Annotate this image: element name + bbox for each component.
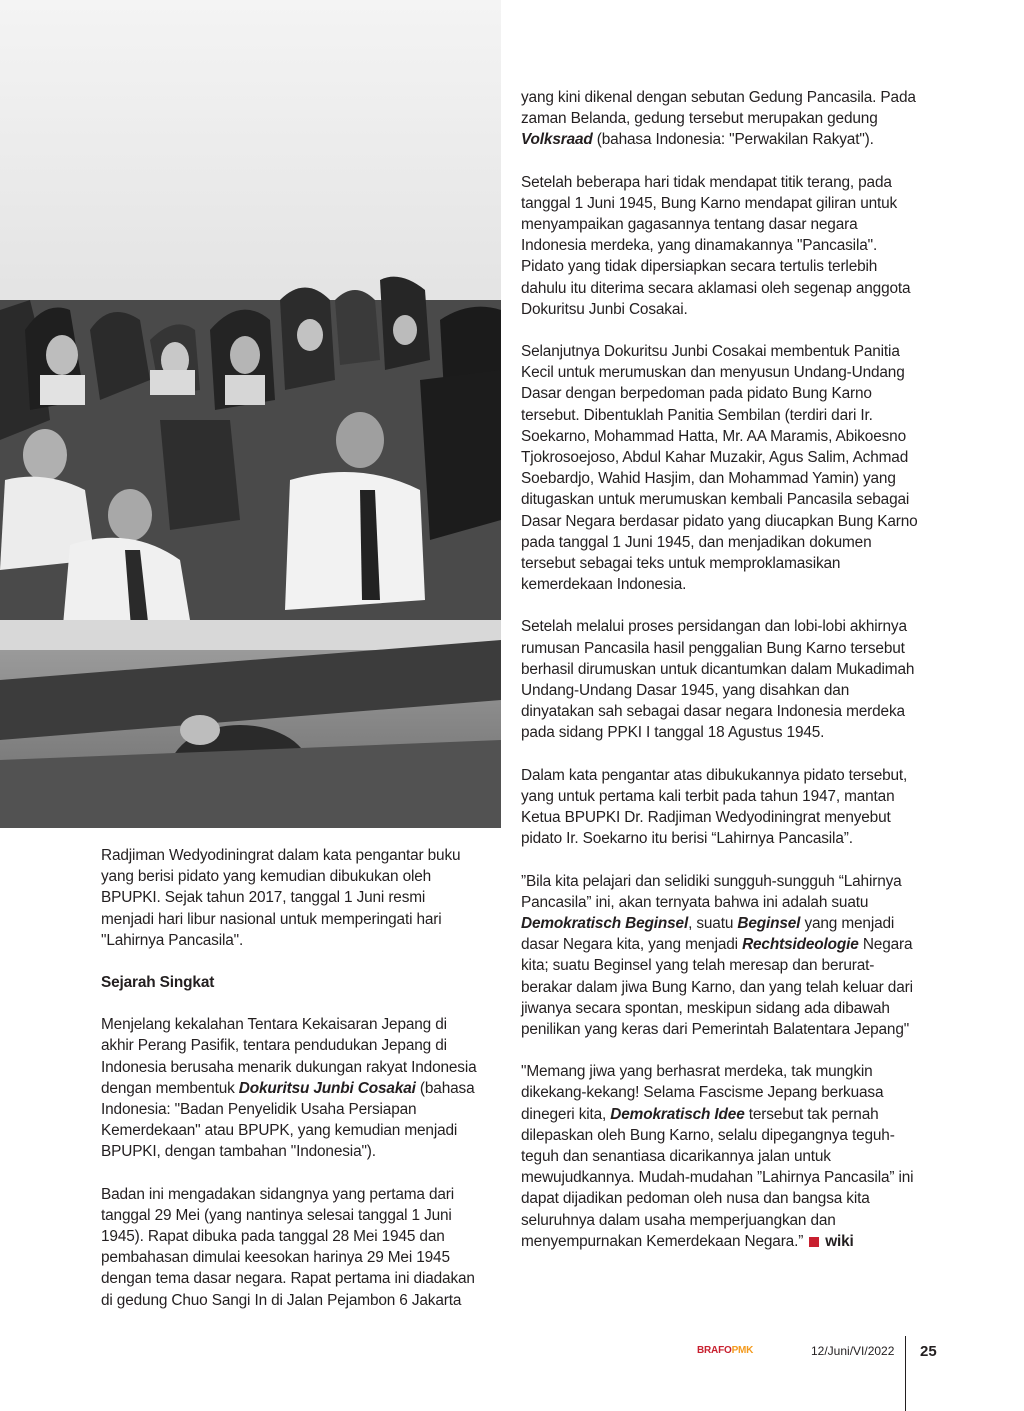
text-run: Negara kita; suatu Beginsel yang telah meresap dan berurat-berakar dalam jiwa Bung Karno, dan yang telah keluar dari jiwanya secara spontan, meskipun sidang ada dibawah penilikan yang keras dari Pemerintah Balatentara Jepang" (521, 936, 913, 1038)
text-run: , suatu (688, 914, 738, 932)
paragraph: Setelah melalui proses persidangan dan lobi-lobi akhirnya rumusan Pancasila hasil penggalian Bung Karno tersebut berhasil dirumuskan untuk dicantumkan dalam Mukadimah Undang-Undang Dasar 1945, yang disahkan dan dinyatakan sah sebagai dasar negara Indonesia merdeka pada sidang PPKI I tanggal 18 Agustus 1945. (521, 618, 915, 742)
quote-paragraph (521, 1061, 923, 1252)
brand-part-b: PMK (731, 1345, 754, 1356)
issue-date: 12/Juni/VI/2022 (811, 1344, 895, 1358)
historical-photo (0, 0, 501, 828)
sidang-photo-image (0, 0, 501, 828)
emphasis-term: Rechtsideologie (742, 936, 859, 954)
paragraph (521, 87, 923, 151)
left-column (101, 845, 479, 1311)
quote-paragraph (521, 871, 923, 1041)
emphasis-term: Demokratisch Idee (610, 1105, 745, 1123)
paragraph (101, 1014, 479, 1162)
text-run: ”Bila kita pelajari dan selidiki sungguh-sungguh “Lahirnya Pancasila” ini, akan ternyata bahwa ini adalah suatu (521, 872, 902, 911)
emphasis-term: Dokuritsu Junbi Cosakai (238, 1079, 416, 1097)
footer-divider (905, 1336, 906, 1411)
text-run: tersebut tak pernah dilepaskan oleh Bung Karno, selalu dipegangnya teguh-teguh dan senantiasa dicarikannya jalan untuk mewujudkannya. Mudah-mudahan ”Lahirnya Pancasila” ini dapat dijadikan pedoman oleh nusa dan bangsa kita seluruhnya dalam usaha memperjuangkan dan menyempurnakan Kemerdekaan Negara.” (521, 1105, 914, 1250)
page-number: 25 (920, 1343, 937, 1360)
text-run: (bahasa Indonesia: "Perwakilan Rakyat"). (592, 131, 874, 149)
paragraph: Dalam kata pengantar atas dibukukannya pidato tersebut, yang untuk pertama kali terbit pada tahun 1947, mantan Ketua BPUPKI Dr. Radjiman Wedyodiningrat menyebut pidato Ir. Soekarno itu berisi “Lahirnya Pancasila”. (521, 766, 908, 848)
footer-brand-logo (697, 1345, 753, 1356)
paragraph: Setelah beberapa hari tidak mendapat titik terang, pada tanggal 1 Juni 1945, Bung Karno mendapat giliran untuk menyampaikan gagasannya tentang dasar negara Indonesia merdeka, yang dinamakannya "Pancasila". Pidato yang tidak dipersiapkan secara tertulis terlebih dahulu itu diterima secara aklamasi oleh segenap anggota Dokuritsu Junbi Cosakai. (521, 173, 911, 318)
text-run: Menjelang kekalahan Tentara Kekaisaran Jepang di akhir Perang Pasifik, tentara pendudukan Jepang di Indonesia berusaha menarik dukungan rakyat Indonesia dengan membentuk (101, 1016, 477, 1097)
text-run: yang menjadi dasar Negara kita, yang menjadi (521, 914, 895, 954)
brand-part-a: BRAFO (697, 1345, 732, 1356)
text-run: "Memang jiwa yang berhasrat merdeka, tak mungkin dikekang-kekang! Selama Fascisme Jepang berkuasa dinegeri kita, (521, 1063, 884, 1123)
source-credit: wiki (825, 1232, 854, 1250)
paragraph: Selanjutnya Dokuritsu Junbi Cosakai membentuk Panitia Kecil untuk merumuskan dan menyusun Undang-Undang Dasar dengan berpedoman pada pidato Bung Karno tersebut. Dibentuklah Panitia Sembilan (terdiri dari Ir. Soekarno, Mohammad Hatta, Mr. AA Maramis, Abikoesno Tjokrosoejoso, Abdul Kahar Muzakir, Agus Salim, Achmad Soebardjo, Wahid Hasjim, dan Mohammad Yamin) yang ditugaskan untuk merumuskan kembali Pancasila sebagai Dasar Negara berdasar pidato yang diucapkan Bung Karno pada tanggal 1 Juni 1945, dan menjadikan dokumen tersebut sebagai teks untuk memproklamasikan kemerdekaan Indonesia. (521, 343, 918, 594)
emphasis-term: Demokratisch Beginsel (521, 914, 689, 932)
paragraph: Radjiman Wedyodiningrat dalam kata pengantar buku yang berisi pidato yang kemudian dibukukan oleh BPUPKI. Sejak tahun 2017, tanggal 1 Juni resmi menjadi hari libur nasional untuk memperingati hari "Lahirnya Pancasila". (101, 847, 461, 949)
emphasis-term: Volksraad (521, 131, 593, 149)
emphasis-term: Beginsel (737, 914, 801, 932)
right-column (521, 87, 923, 1252)
text-run: yang kini dikenal dengan sebutan Gedung Pancasila. Pada zaman Belanda, gedung tersebut merupakan gedung (521, 89, 916, 128)
section-heading: Sejarah Singkat (101, 974, 215, 992)
paragraph: Badan ini mengadakan sidangnya yang pertama dari tanggal 29 Mei (yang nantinya selesai tanggal 1 Juni 1945). Rapat dibuka pada tanggal 28 Mei 1945 dan pembahasan dimulai keesokan harinya 29 Mei 1945 dengan tema dasar negara. Rapat pertama ini diadakan di gedung Chuo Sangi In di Jalan Pejambon 6 Jakarta (101, 1185, 475, 1309)
end-mark-icon (809, 1237, 819, 1247)
text-run: (bahasa Indonesia: "Badan Penyelidik Usaha Persiapan Kemerdekaan" atau BPUPK, yang kemudian menjadi BPUPKI, dengan tambahan "Indonesia"). (101, 1079, 475, 1161)
